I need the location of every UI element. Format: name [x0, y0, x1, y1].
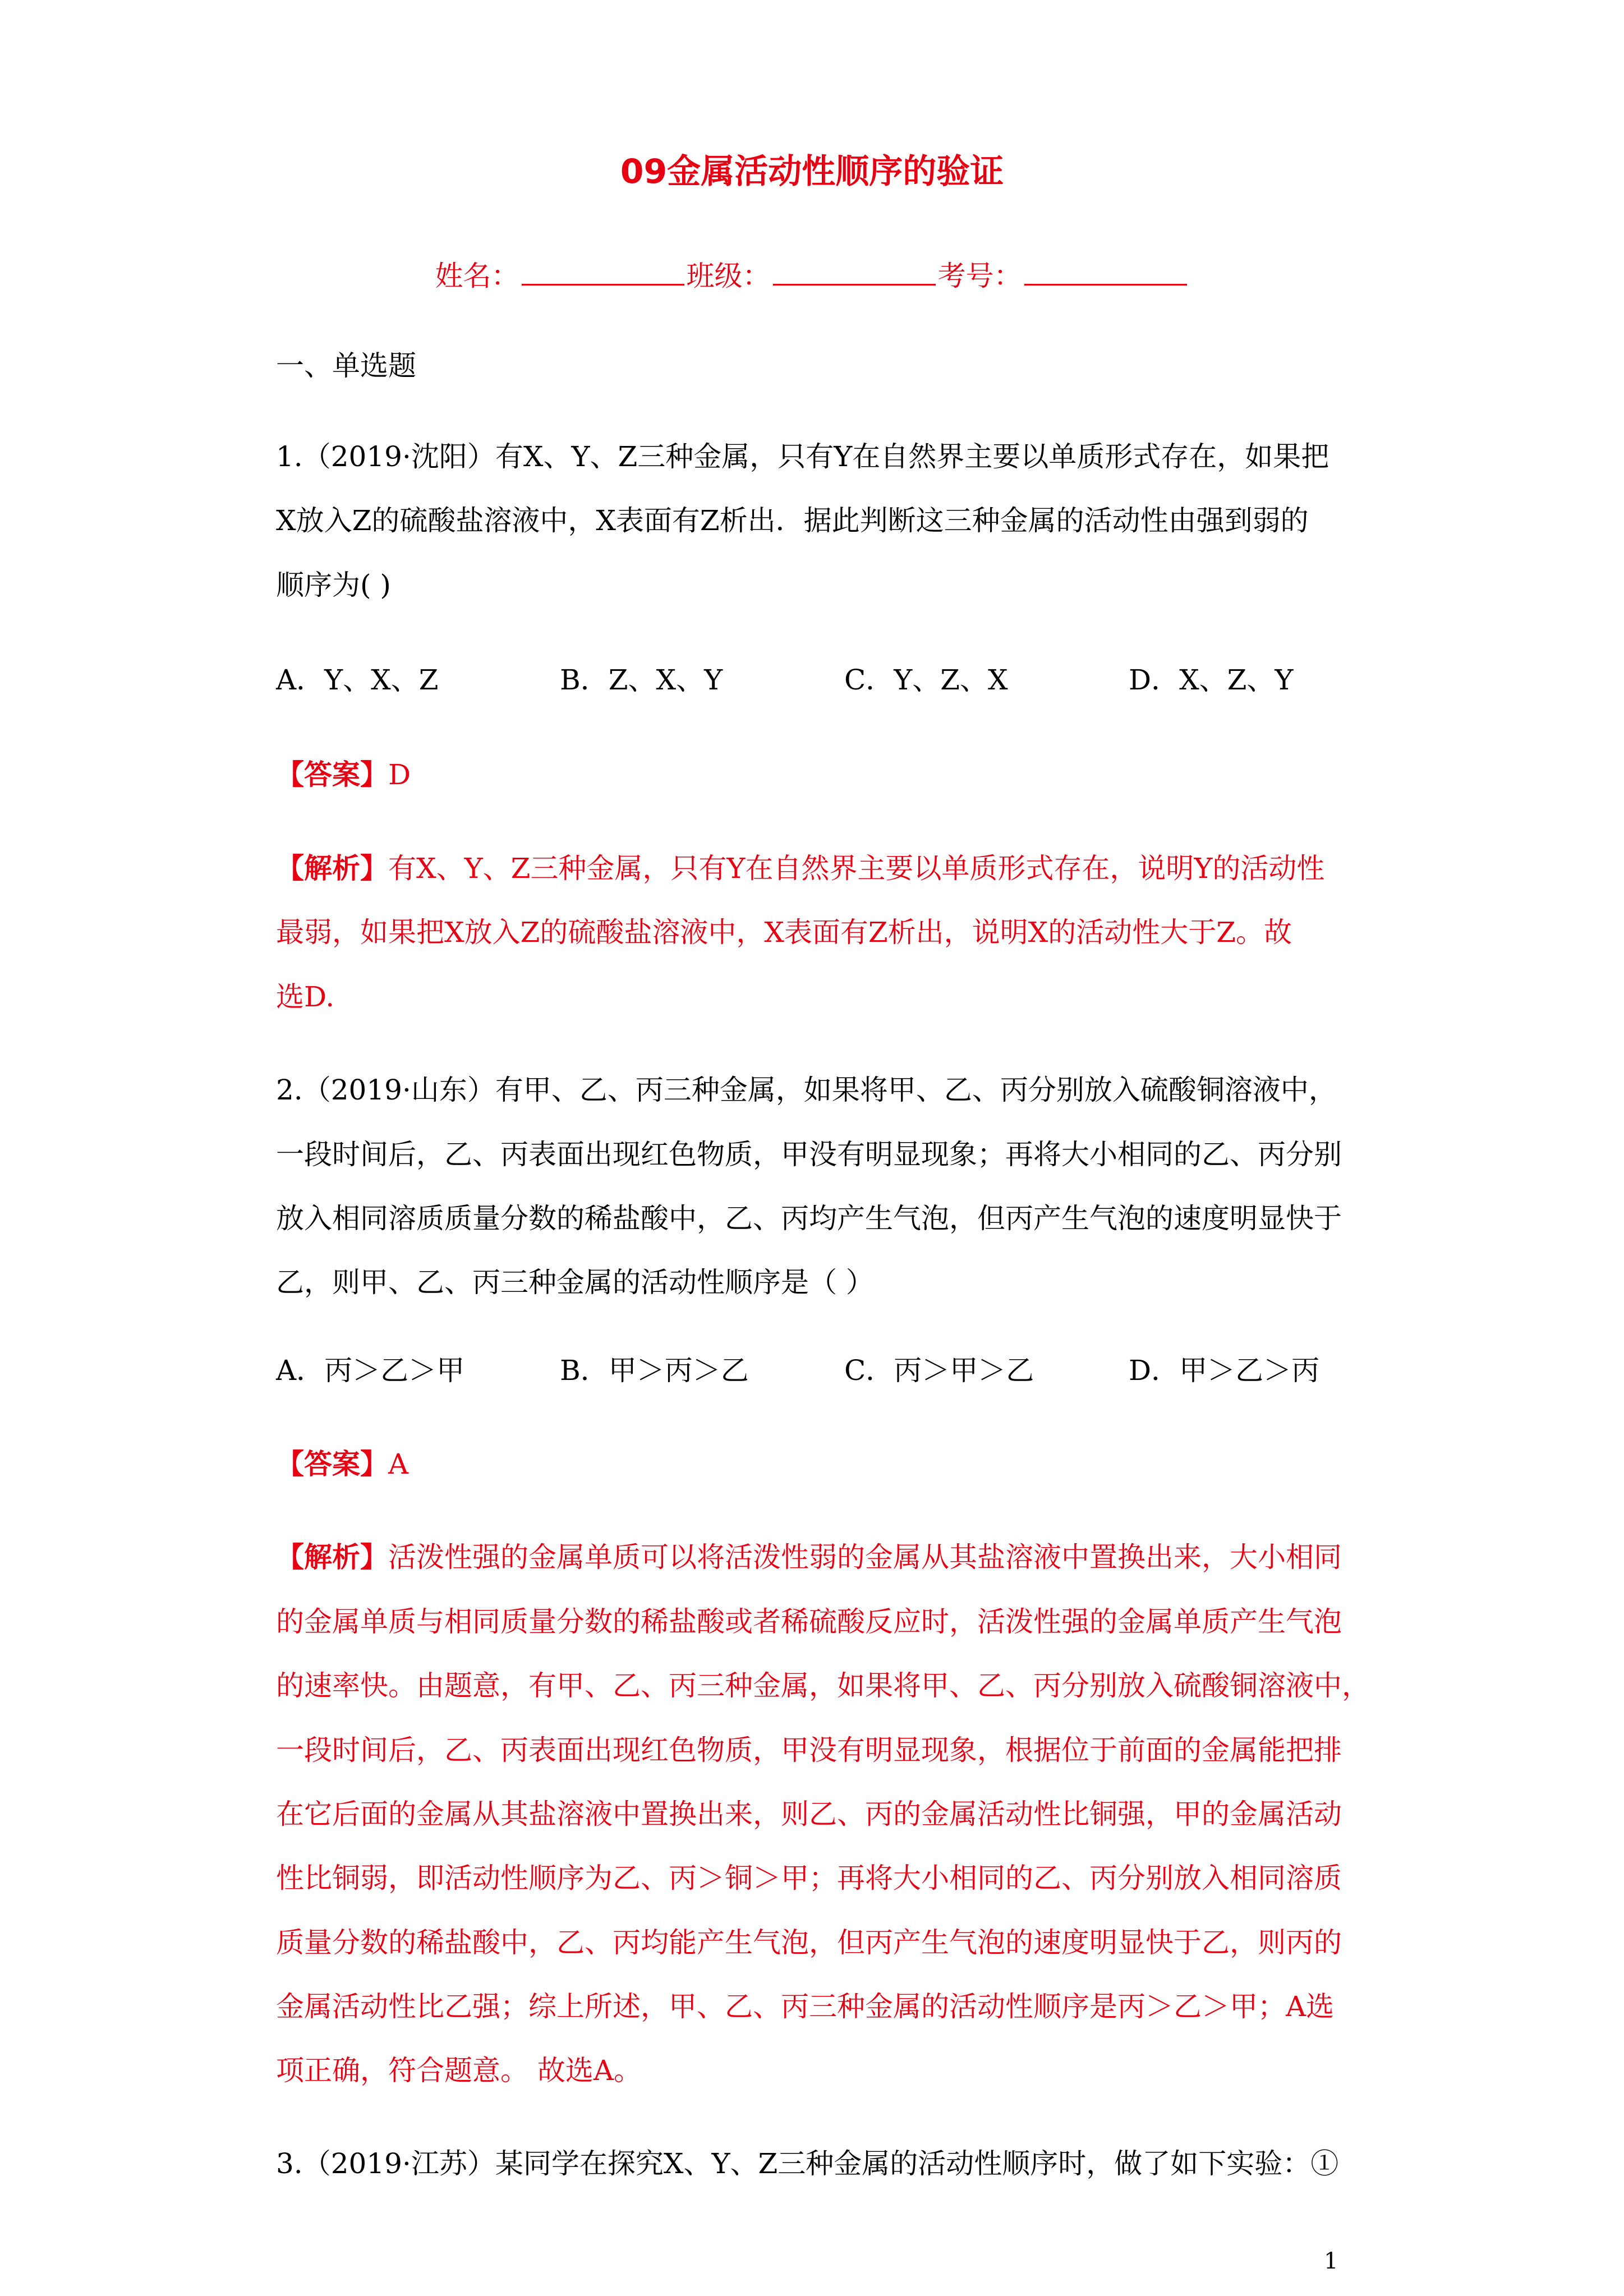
q2-option-d: D．甲＞乙＞丙	[1129, 1354, 1320, 1387]
q2-option-a: A．丙＞乙＞甲	[276, 1354, 465, 1387]
q2-option-b: B．甲＞丙＞乙	[560, 1354, 749, 1387]
q1-line-2: X放入Z的硫酸盐溶液中，X表面有Z析出．据此判断这三种金属的活动性由强到弱的	[276, 504, 1309, 537]
q2-analysis-line-2: 的金属单质与相同质量分数的稀盐酸或者稀硫酸反应时，活泼性强的金属单质产生气泡	[276, 1605, 1342, 1638]
q2-line-4: 乙，则甲、乙、丙三种金属的活动性顺序是（ ）	[276, 1266, 874, 1299]
q1-option-b: B．Z、X、Y	[560, 664, 723, 696]
student-info-line	[0, 254, 1624, 294]
answer-value: D	[388, 758, 411, 791]
page-title: 09金属活动性顺序的验证	[620, 152, 1004, 191]
q2-analysis-line-4: 一段时间后，乙、丙表面出现红色物质，甲没有明显现象，根据位于前面的金属能把排	[276, 1734, 1342, 1766]
analysis-label: 【解析】	[276, 1541, 388, 1573]
q2-line-1: 2.（2019·山东）有甲、乙、丙三种金属，如果将甲、乙、丙分别放入硫酸铜溶液中，	[276, 1074, 1337, 1106]
q1-option-d: D．X、Z、Y	[1129, 664, 1294, 696]
q1-analysis-line-3: 选D.	[276, 981, 335, 1013]
q3-line-1: 3.（2019·江苏）某同学在探究X、Y、Z三种金属的活动性顺序时，做了如下实验：①	[276, 2147, 1339, 2180]
q1-line-1: 1.（2019·沈阳）有X、Y、Z三种金属，只有Y在自然界主要以单质形式存在，如果把	[276, 440, 1329, 473]
q2-analysis-line-7: 质量分数的稀盐酸中，乙、丙均能产生气泡，但丙产生气泡的速度明显快于乙，则丙的	[276, 1926, 1342, 1959]
q1-option-a: A．Y、X、Z	[276, 664, 439, 696]
analysis-label: 【解析】	[276, 852, 388, 885]
q2-analysis-line-8: 金属活动性比乙强；综上所述，甲、乙、丙三种金属的活动性顺序是丙＞乙＞甲；A选	[276, 1990, 1335, 2023]
answer-label: 【答案】	[276, 758, 388, 791]
class-blank	[773, 258, 936, 286]
q2-analysis-line-1: 【解析】活泼性强的金属单质可以将活泼性弱的金属从其盐溶液中置换出来，大小相同	[276, 1541, 1342, 1573]
q2-option-c: C．丙＞甲＞乙	[844, 1354, 1034, 1387]
answer-value: A	[388, 1448, 409, 1480]
name-blank	[522, 258, 684, 286]
id-label: 考号：	[937, 260, 1022, 292]
name-label: 姓名：	[435, 260, 519, 292]
page-number: 1	[1324, 2248, 1338, 2274]
q2-line-2: 一段时间后，乙、丙表面出现红色物质，甲没有明显现象；再将大小相同的乙、丙分别	[276, 1138, 1342, 1171]
q2-analysis-line-5: 在它后面的金属从其盐溶液中置换出来，则乙、丙的金属活动性比铜强，甲的金属活动	[276, 1798, 1342, 1830]
q1-option-c: C．Y、Z、X	[844, 664, 1008, 696]
q2-line-3: 放入相同溶质质量分数的稀盐酸中，乙、丙均产生气泡，但丙产生气泡的速度明显快于	[276, 1202, 1342, 1235]
q2-analysis-line-6: 性比铜弱，即活动性顺序为乙、丙＞铜＞甲；再将大小相同的乙、丙分别放入相同溶质	[276, 1862, 1342, 1894]
answer-label: 【答案】	[276, 1448, 388, 1480]
q1-analysis-line-1: 【解析】有X、Y、Z三种金属，只有Y在自然界主要以单质形式存在，说明Y的活动性	[276, 852, 1325, 885]
q2-analysis-line-3: 的速率快。由题意，有甲、乙、丙三种金属，如果将甲、乙、丙分别放入硫酸铜溶液中，	[276, 1669, 1370, 1702]
q1-analysis-line-2: 最弱，如果把X放入Z的硫酸盐溶液中，X表面有Z析出，说明X的活动性大于Z。故	[276, 916, 1292, 949]
q1-line-3: 顺序为( )	[276, 569, 391, 601]
q2-answer	[276, 1442, 408, 1482]
class-label: 班级：	[686, 260, 771, 292]
id-blank	[1024, 258, 1187, 286]
section-heading: 一、单选题	[276, 349, 416, 382]
q2-analysis-line-9: 项正确，符合题意。 故选A。	[276, 2054, 642, 2087]
q1-answer	[276, 752, 411, 793]
